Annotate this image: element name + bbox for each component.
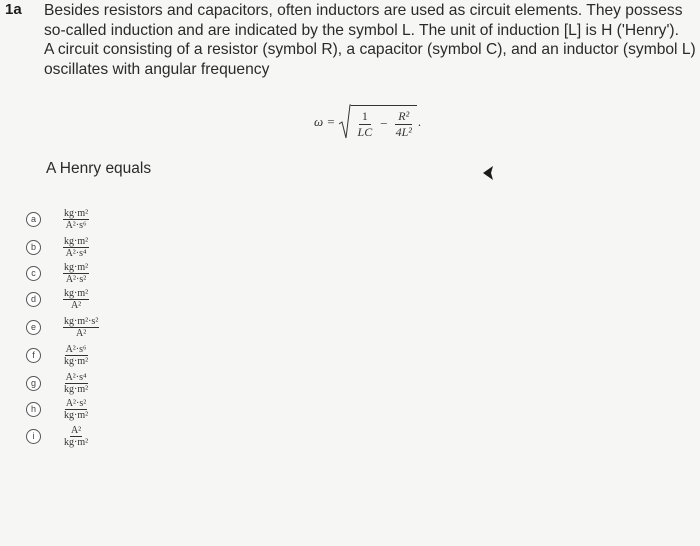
radio-button[interactable]: b	[26, 240, 41, 255]
unit-numerator: A²	[70, 424, 82, 436]
radical-sign-icon	[339, 104, 351, 140]
radio-button[interactable]: g	[26, 376, 41, 391]
unit-denominator: kg·m²	[64, 383, 89, 395]
angular-frequency-formula	[314, 104, 421, 140]
option-c[interactable]	[26, 260, 89, 286]
option-g[interactable]	[26, 370, 89, 396]
question-line: so-called induction and are indicated by the symbol L. The unit of induction [L] is H ('Henry').	[44, 21, 679, 39]
option-e[interactable]	[26, 314, 99, 340]
equals-sign: =	[327, 114, 335, 129]
unit-numerator: kg·m²	[64, 235, 89, 247]
radicand	[351, 105, 417, 140]
option-h[interactable]	[26, 396, 89, 422]
fraction-numerator: R²	[395, 109, 412, 125]
radio-button[interactable]: a	[26, 212, 41, 227]
unit-denominator: A²	[76, 327, 87, 339]
mouse-cursor-icon	[483, 166, 497, 185]
question-line: oscillates with angular frequency	[44, 60, 270, 78]
unit-denominator: A²	[70, 299, 82, 311]
unit-denominator: A²·s²	[65, 273, 87, 285]
unit-numerator: A²·s⁶	[65, 343, 87, 355]
question-line: Besides resistors and capacitors, often inductors are used as circuit elements. They possess	[44, 2, 683, 19]
minus-sign: −	[380, 116, 388, 131]
radio-button[interactable]: f	[26, 348, 41, 363]
option-unit	[63, 372, 89, 395]
unit-denominator: kg·m²	[64, 409, 89, 421]
option-unit	[63, 288, 89, 311]
radio-button[interactable]: c	[26, 266, 41, 281]
unit-numerator: kg·m²	[64, 207, 89, 219]
fraction-1-over-lc	[355, 109, 376, 140]
unit-numerator: kg·m²	[64, 261, 89, 273]
option-unit	[63, 425, 89, 448]
radio-button[interactable]: h	[26, 402, 41, 417]
question-text	[44, 1, 698, 79]
option-i[interactable]	[26, 423, 89, 449]
option-b[interactable]	[26, 234, 89, 260]
question-number: 1a	[5, 1, 22, 18]
option-f[interactable]	[26, 342, 89, 368]
unit-denominator: A²·s⁶	[65, 219, 87, 231]
radio-button[interactable]: i	[26, 429, 41, 444]
unit-denominator: A²·s⁴	[65, 247, 87, 259]
radio-button[interactable]: e	[26, 320, 41, 335]
fraction-r2-over-4l2	[393, 109, 415, 140]
option-unit	[63, 236, 89, 259]
unit-numerator: kg·m²	[64, 287, 89, 299]
question-line: A circuit consisting of a resistor (symbol R), a capacitor (symbol C), and an inductor (symbol L)	[44, 41, 696, 58]
fraction-denominator: LC	[357, 124, 373, 139]
option-a[interactable]	[26, 206, 89, 232]
option-unit	[63, 398, 89, 421]
option-unit	[63, 262, 89, 285]
unit-numerator: A²·s²	[65, 397, 87, 409]
fraction-numerator: 1	[359, 109, 371, 125]
unit-numerator: kg·m²·s²	[64, 315, 99, 327]
option-unit	[63, 316, 99, 339]
option-unit	[63, 208, 89, 231]
unit-denominator: kg·m²	[64, 436, 89, 448]
fraction-denominator: 4L²	[395, 124, 412, 139]
unit-numerator: A²·s⁴	[65, 371, 87, 383]
prompt-text: A Henry equals	[46, 160, 152, 177]
formula-period: .	[417, 114, 422, 129]
radio-button[interactable]: d	[26, 292, 41, 307]
option-d[interactable]	[26, 286, 89, 312]
square-root	[339, 104, 417, 140]
omega-symbol: ω	[314, 114, 324, 129]
option-unit	[63, 344, 89, 367]
unit-denominator: kg·m²	[64, 355, 89, 367]
